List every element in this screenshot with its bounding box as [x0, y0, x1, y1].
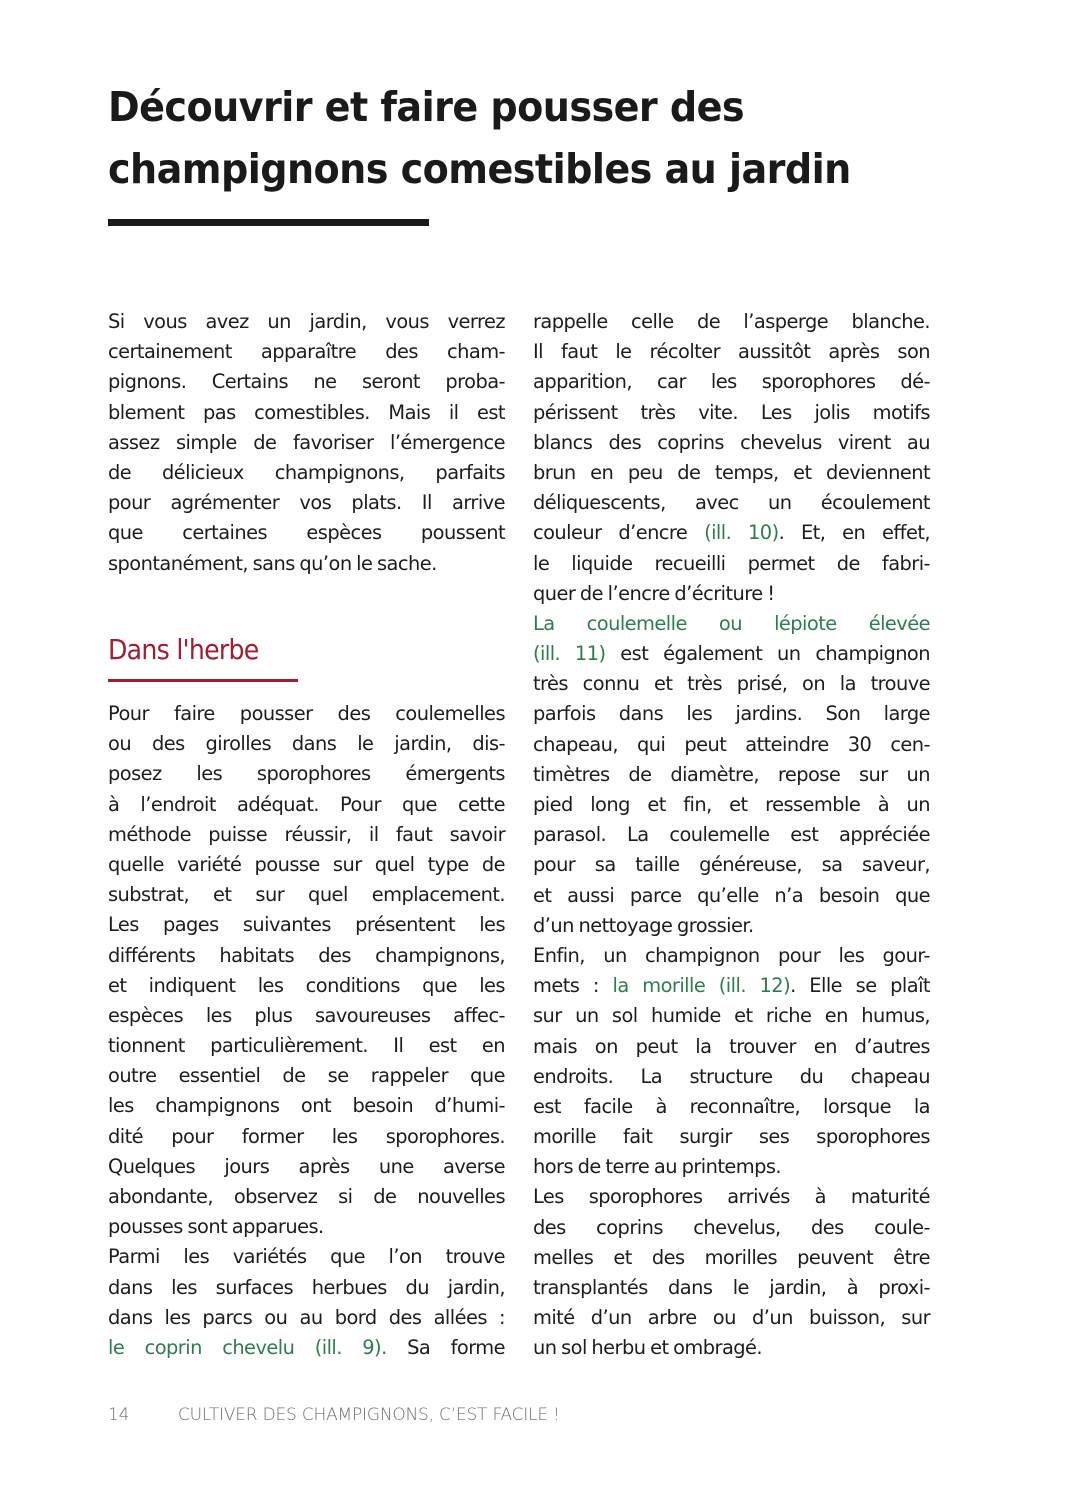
- section-underline-rule: [108, 679, 298, 682]
- text-line: le liquide recueilli permet de fabri-: [533, 551, 930, 575]
- text-line: dité pour former les sporophores.: [108, 1124, 505, 1148]
- text-line: très connu et très prisé, on la trouve: [533, 672, 930, 696]
- text-line: outre essentiel de se rappeler que: [108, 1064, 505, 1088]
- text-line: périssent très vite. Les jolis motifs: [533, 400, 930, 424]
- illustration-reference-10: (ill. 10): [704, 521, 779, 545]
- text-line: Quelques jours après une averse: [108, 1154, 505, 1178]
- text-line: couleur d’encre (ill. 10). Et, en effet,: [533, 521, 931, 545]
- text-line: mets : la morille (ill. 12). Elle se plaît: [533, 974, 930, 998]
- text-line: quer de l’encre d’écriture !: [533, 581, 775, 605]
- text-line: que certaines espèces poussent: [108, 521, 505, 545]
- text-line: parfois dans les jardins. Son large: [533, 702, 930, 726]
- text-line: timètres de diamètre, repose sur un: [533, 762, 930, 786]
- text-line: mité d’un arbre ou d’un buisson, sur: [533, 1306, 930, 1330]
- text-line: de délicieux champignons, parfaits: [108, 460, 505, 484]
- text-line: pignons. Certains ne seront proba-: [108, 370, 505, 394]
- text-line: hors de terre au printemps.: [533, 1155, 782, 1179]
- text-line: ou des girolles dans le jardin, dis-: [108, 732, 505, 756]
- text-line: mais on peut la trouver en d’autres: [533, 1034, 930, 1058]
- text-line: melles et des morilles peuvent être: [533, 1245, 930, 1269]
- text-line: Si vous avez un jardin, vous verrez: [108, 310, 505, 333]
- text-line: différents habitats des champignons,: [108, 943, 505, 967]
- coulemelle-name: La coulemelle ou lépiote élevée: [533, 611, 930, 635]
- text-line: est facile à reconnaître, lorsque la: [533, 1094, 930, 1118]
- text-line: dans les surfaces herbues du jardin,: [108, 1275, 505, 1299]
- text-line: sur un sol humide et riche en humus,: [533, 1004, 930, 1028]
- text-line: d’un nettoyage grossier.: [533, 913, 754, 937]
- text-line: un sol herbu et ombragé.: [533, 1336, 763, 1360]
- text-line: Pour faire pousser des coulemelles: [108, 702, 505, 725]
- text-line: Parmi les variétés que l’on trouve: [108, 1245, 505, 1269]
- text-line: le coprin chevelu (ill. 9). Sa forme: [108, 1335, 505, 1359]
- text-line: pour agrémenter vos plats. Il arrive: [108, 491, 505, 515]
- title-line-2: champignons comestibles au jardin: [108, 145, 851, 193]
- text-line: Enfin, un champignon pour les gour-: [533, 943, 930, 967]
- text-line: déliquescents, avec un écoulement: [533, 491, 930, 515]
- text-line: les champignons ont besoin d’humi-: [108, 1094, 505, 1118]
- page-footer: [108, 1405, 560, 1425]
- text-line: rappelle celle de l’asperge blanche.: [533, 310, 930, 333]
- page-title: [108, 76, 851, 200]
- text-line: dans les parcs ou au bord des allées :: [108, 1305, 505, 1329]
- text-line: Il faut le récolter aussitôt après son: [533, 340, 930, 364]
- text-line: à l’endroit adéquat. Pour que cette: [108, 792, 505, 816]
- text-line: méthode puisse réussir, il faut savoir: [108, 822, 505, 846]
- column-1-intro: [108, 307, 505, 579]
- text-line: des coprins chevelus, des coule-: [533, 1215, 930, 1239]
- text-line: blement pas comestibles. Mais il est: [108, 400, 505, 424]
- text-line: chapeau, qui peut atteindre 30 cen-: [533, 732, 930, 756]
- text-line: tionnent particulièrement. Il est en: [108, 1034, 505, 1058]
- page-number: 14: [108, 1405, 130, 1425]
- text-line: apparition, car les sporophores dé-: [533, 370, 930, 394]
- illustration-reference-12: la morille (ill. 12): [612, 974, 791, 998]
- text-line: brun en peu de temps, et deviennent: [533, 460, 930, 484]
- text-line: parasol. La coulemelle est appréciée: [533, 823, 930, 847]
- text-line: posez les sporophores émergents: [108, 762, 505, 786]
- title-line-1: Découvrir et faire pousser des: [108, 83, 745, 131]
- text-line: quelle variété pousse sur quel type de: [108, 852, 505, 876]
- illustration-reference-11: (ill. 11): [533, 642, 606, 666]
- text-line: abondante, observez si de nouvelles: [108, 1185, 505, 1208]
- text-line: et indiquent les conditions que les: [108, 973, 505, 997]
- text-line: transplantés dans le jardin, à proxi-: [533, 1276, 930, 1299]
- column-2: [533, 307, 930, 1364]
- text-line: espèces les plus savoureuses affec-: [108, 1003, 505, 1027]
- illustration-reference-9: le coprin chevelu (ill. 9).: [108, 1335, 387, 1359]
- text-line: Les sporophores arrivés à maturité: [533, 1185, 930, 1209]
- section-heading: Dans l'herbe: [108, 633, 259, 666]
- text-line: (ill. 11) est également un champignon: [533, 642, 930, 666]
- title-underline-rule: [108, 219, 429, 226]
- text-line: pied long et fin, et ressemble à un: [533, 793, 930, 816]
- text-line: pousses sont apparues.: [108, 1215, 324, 1239]
- column-1-body: [108, 699, 505, 1363]
- text-line: spontanément, sans qu’on le sache.: [108, 551, 437, 575]
- text-line: blancs des coprins chevelus virent au: [533, 430, 930, 454]
- text-line: et aussi parce qu’elle n’a besoin que: [533, 883, 930, 907]
- text-line: endroits. La structure du chapeau: [533, 1064, 930, 1088]
- text-line: substrat, et sur quel emplacement.: [108, 883, 505, 907]
- running-title: CULTIVER DES CHAMPIGNONS, C’EST FACILE !: [178, 1405, 560, 1425]
- text-line: certainement apparaître des cham-: [108, 340, 505, 364]
- text-line: Les pages suivantes présentent les: [108, 913, 505, 937]
- text-line: pour sa taille généreuse, sa saveur,: [533, 853, 930, 877]
- text-line: assez simple de favoriser l’émergence: [108, 430, 505, 454]
- text-line: morille fait surgir ses sporophores: [533, 1125, 930, 1149]
